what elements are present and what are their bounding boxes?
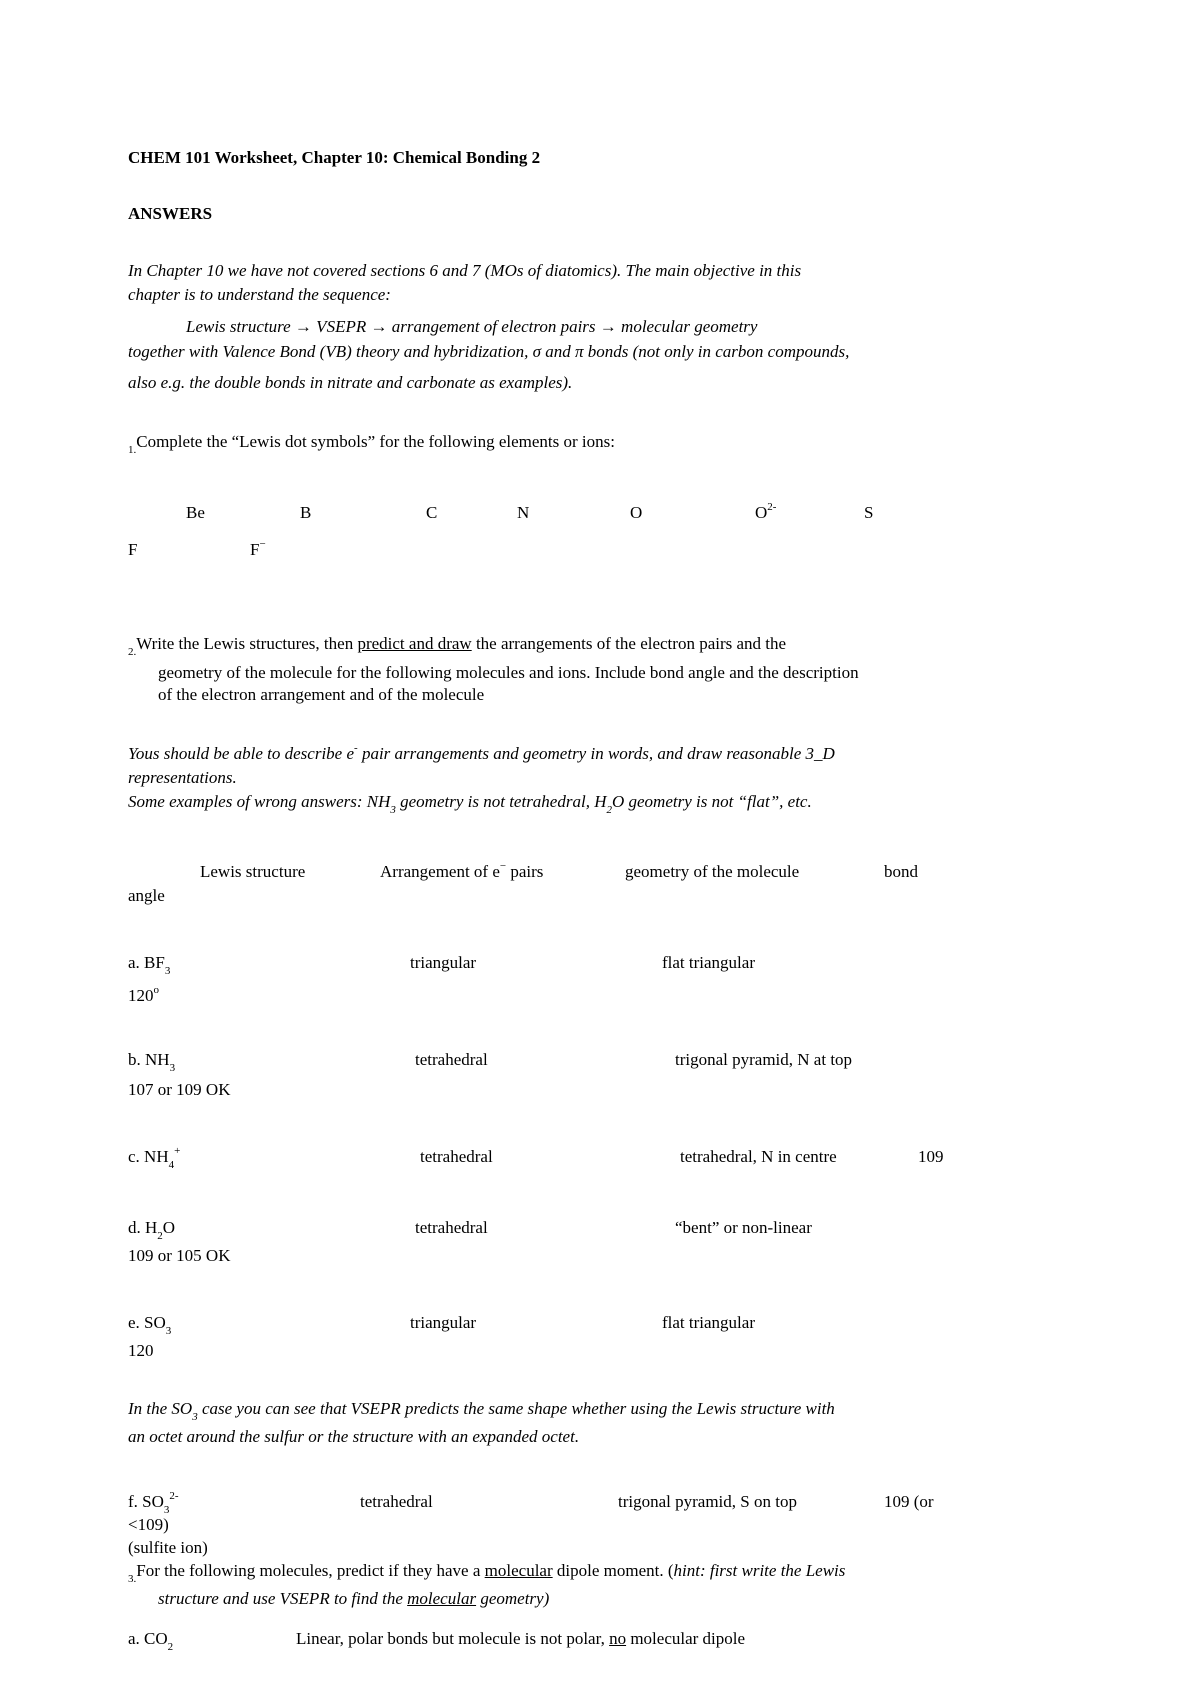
question-text: dipole moment. (: [552, 1561, 674, 1580]
element-o-ion: [755, 503, 776, 525]
row-e-geometry: flat triangular: [662, 1313, 755, 1332]
formula: c. NH: [128, 1147, 169, 1166]
row-b-angle: 107 or 109 OK: [128, 1080, 231, 1099]
formula: a. BF: [128, 953, 165, 972]
question-3: [128, 1561, 845, 1583]
formula: O: [162, 1218, 176, 1237]
formula: d. H: [128, 1218, 158, 1237]
intro-line-4: together with Valence Bond (VB) theory and hybridization, σ and π bonds (not only in carbon compounds,: [128, 342, 850, 361]
row-d-angle: 109 or 105 OK: [128, 1246, 231, 1265]
element-be: Be: [186, 503, 205, 522]
subscript: 3: [164, 965, 171, 977]
question-text: Write the Lewis structures, then: [136, 634, 358, 653]
element-s: S: [864, 503, 874, 522]
column-header-angle: angle: [128, 886, 165, 905]
note-text: O geometry is not “flat”, etc.: [611, 792, 812, 811]
formula: e. SO: [128, 1313, 166, 1332]
hint-text: geometry): [476, 1589, 550, 1608]
hint-text: structure and use VSEPR to find the: [158, 1589, 408, 1608]
question-1: [128, 432, 615, 454]
element-o: O: [630, 503, 643, 522]
charge: 2-: [767, 501, 777, 513]
row-d-geometry: “bent” or non-linear: [675, 1218, 812, 1237]
answers-heading: ANSWERS: [128, 204, 213, 223]
note-text: geometry is not tetrahedral, H: [395, 792, 607, 811]
row-b-geometry: trigonal pyramid, N at top: [675, 1050, 853, 1069]
row-c-arrangement: tetrahedral: [420, 1147, 493, 1166]
intro-sequence: Lewis structure → VSEPR → arrangement of electron pairs → molecular geometry: [186, 317, 758, 336]
question-number: 1.: [128, 444, 137, 456]
row-f-geometry: trigonal pyramid, S on top: [618, 1492, 797, 1511]
intro-line-5: also e.g. the double bonds in nitrate and carbonate as examples).: [128, 373, 573, 392]
row-e-angle: 120: [128, 1341, 154, 1360]
row-e-arrangement: triangular: [410, 1313, 477, 1332]
subscript: 2: [167, 1641, 174, 1653]
element-f-ion: [250, 540, 266, 562]
element-b: B: [300, 503, 312, 522]
charge: −: [259, 538, 266, 550]
column-header-lewis: Lewis structure: [200, 862, 306, 881]
so3-note-line-1: [128, 1399, 835, 1421]
angle-value: 120: [128, 986, 154, 1005]
question-number: 2.: [128, 646, 137, 658]
question-text: For the following molecules, predict if they have a: [136, 1561, 485, 1580]
page-title: CHEM 101 Worksheet, Chapter 10: Chemical Bonding 2: [128, 148, 541, 167]
row-a-arrangement: triangular: [410, 953, 477, 972]
answer-text: Linear, polar bonds but molecule is not polar,: [296, 1629, 610, 1648]
row-a-angle: [128, 986, 159, 1008]
q3-a-label: [128, 1629, 173, 1651]
element-symbol: O: [755, 503, 768, 522]
subscript: 3: [163, 1504, 170, 1516]
question-2: [128, 634, 786, 656]
row-c-label: [128, 1147, 180, 1169]
underlined-text: molecular: [484, 1561, 553, 1580]
column-header-bond: bond: [884, 862, 918, 881]
formula: f. SO: [128, 1492, 164, 1511]
note-text: Yous should be able to describe e: [128, 744, 355, 763]
subscript: 3: [192, 1411, 198, 1423]
subscript: 3: [390, 804, 396, 816]
superscript: +: [174, 1145, 181, 1157]
underlined-text: no: [609, 1629, 627, 1648]
header-text: Arrangement of e: [380, 862, 500, 881]
subscript: 3: [169, 1062, 176, 1074]
q3-a-answer: [296, 1629, 745, 1649]
note-line-2: representations.: [128, 768, 237, 787]
question-text: Complete the “Lewis dot symbols” for the following elements or ions:: [136, 432, 615, 451]
element-c: C: [426, 503, 438, 522]
superscript: 2-: [169, 1490, 179, 1502]
subscript: 2: [157, 1230, 163, 1242]
row-f-arrangement: tetrahedral: [360, 1492, 433, 1511]
note-line-3: [128, 792, 812, 814]
header-text: pairs: [506, 862, 544, 881]
question-2-line-2: geometry of the molecule for the following molecules and ions. Include bond angle and the description: [158, 663, 859, 682]
degree-mark: o: [153, 984, 159, 996]
row-f-note: (sulfite ion): [128, 1538, 208, 1557]
row-a-geometry: flat triangular: [662, 953, 755, 972]
element-symbol: F: [250, 540, 260, 559]
note-text: case you can see that VSEPR predicts the same shape whether using the Lewis structure with: [197, 1399, 835, 1418]
row-d-arrangement: tetrahedral: [415, 1218, 488, 1237]
note-text: In the SO: [128, 1399, 193, 1418]
superscript: -: [354, 742, 358, 754]
note-text: pair arrangements and geometry in words, and draw reasonable 3_D: [357, 744, 835, 763]
intro-line-2: chapter is to understand the sequence:: [128, 285, 391, 304]
element-n: N: [517, 503, 530, 522]
row-b-arrangement: tetrahedral: [415, 1050, 488, 1069]
note-line-1: [128, 744, 835, 766]
row-c-geometry: tetrahedral, N in centre: [680, 1147, 837, 1166]
subscript: 2: [606, 804, 612, 816]
formula: b. NH: [128, 1050, 170, 1069]
row-a-label: [128, 953, 170, 975]
intro-line-1: In Chapter 10 we have not covered sections 6 and 7 (MOs of diatomics). The main objective in this: [128, 261, 802, 280]
underlined-text: predict and draw: [357, 634, 472, 653]
subscript: 4: [168, 1159, 175, 1171]
question-text: the arrangements of the electron pairs and the: [471, 634, 787, 653]
row-c-angle: 109: [918, 1147, 944, 1166]
note-text: Some examples of wrong answers: NH: [128, 792, 391, 811]
question-3-line-2: [158, 1589, 549, 1609]
underlined-text: molecular: [407, 1589, 477, 1608]
formula: a. CO: [128, 1629, 168, 1648]
row-d-label: [128, 1218, 175, 1240]
superscript: −: [499, 860, 507, 872]
row-f-angle: 109 (or: [884, 1492, 934, 1511]
column-header-arrangement: [380, 862, 543, 884]
row-e-label: [128, 1313, 171, 1335]
answer-text: molecular dipole: [626, 1629, 746, 1648]
element-f: F: [128, 540, 138, 559]
column-header-geometry: geometry of the molecule: [625, 862, 800, 881]
row-f-label: [128, 1492, 179, 1514]
question-2-line-3: of the electron arrangement and of the molecule: [158, 685, 485, 704]
row-f-angle-cont: <109): [128, 1515, 169, 1534]
question-number: 3.: [128, 1573, 137, 1585]
so3-note-line-2: an octet around the sulfur or the structure with an expanded octet.: [128, 1427, 580, 1446]
row-b-label: [128, 1050, 175, 1072]
subscript: 3: [165, 1325, 172, 1337]
hint-text: hint: first write the Lewis: [673, 1561, 846, 1580]
